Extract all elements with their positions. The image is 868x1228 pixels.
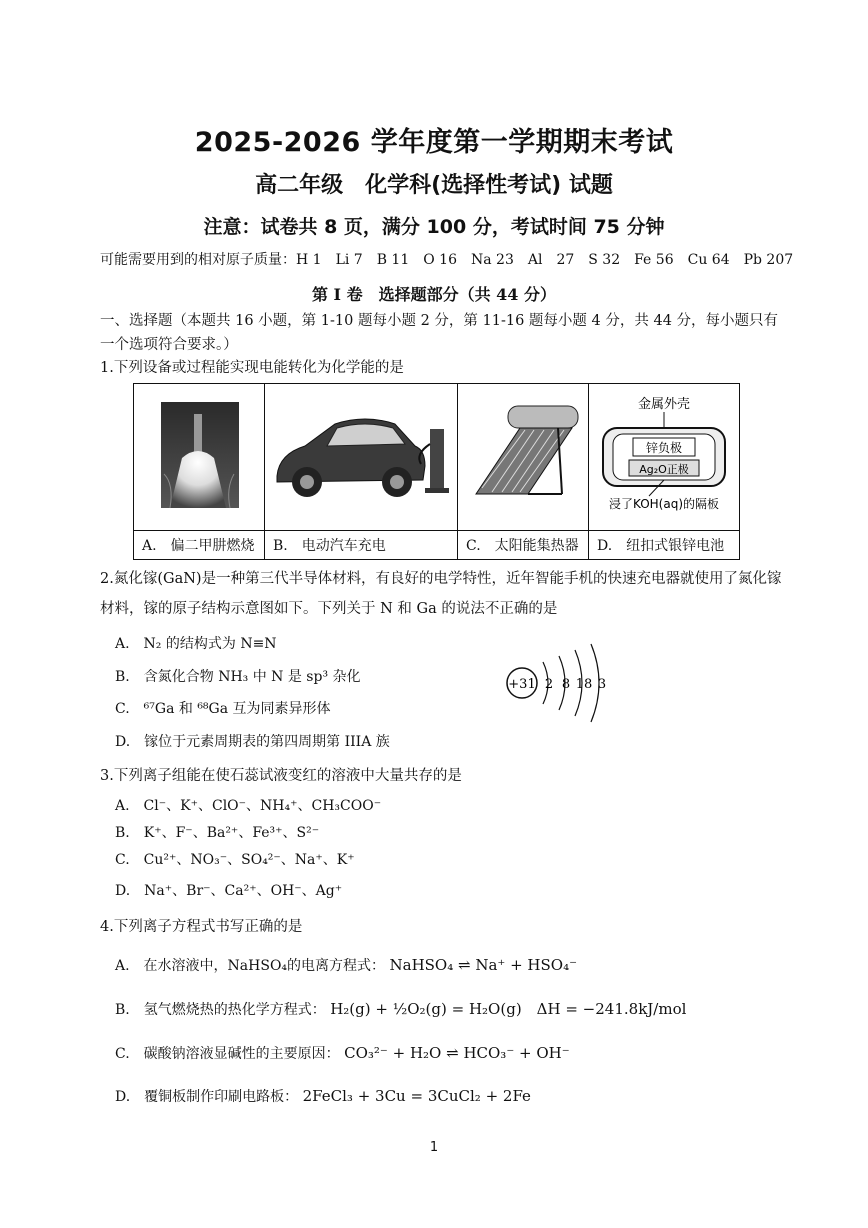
exam-subtitle: 高二年级 化学科(选择性考试) 试题 [255,173,613,198]
q4-option-b [115,998,686,1019]
q3-stem: 3.下列离子组能在使石蕊试液变红的溶液中大量共存的是 [100,768,462,784]
q2-option-a: A. N₂ 的结构式为 N≡N [115,636,277,652]
solar-heater-image [458,384,589,531]
button-battery-image [589,384,740,531]
q1-image-table [133,383,740,560]
q3-option-d: D. Na⁺、Br⁻、Ca²⁺、OH⁻、Ag⁺ [115,883,343,899]
q1-caption-d: D. 纽扣式银锌电池 [589,531,740,560]
q1-caption-a: A. 偏二甲肼燃烧 [134,531,265,560]
section-intro: 一、选择题（本题共 16 小题，第 1-10 题每小题 2 分，第 11-16 题每小题 4 分，共 44 分，每小题只有一个选项符合要求。） [100,313,779,353]
exam-notice: 注意：试卷共 8 页，满分 100 分，考试时间 75 分钟 [203,216,665,238]
page-number: 1 [429,1140,439,1155]
q4-option-c-equation: CO₃²⁻ + H₂O ⇌ HCO₃⁻ + OH⁻ [344,1044,570,1062]
shell-3-electrons: 18 [575,677,593,692]
q2-option-b: B. 含氮化合物 NH₃ 中 N 是 sp³ 杂化 [115,669,361,685]
q4-option-a-equation: NaHSO₄ ⇌ Na⁺ + HSO₄⁻ [389,956,578,974]
q1-caption-c: C. 太阳能集热器 [458,531,589,560]
q4-option-c [115,1043,570,1063]
q1-stem: 1.下列设备或过程能实现电能转化为化学能的是 [100,360,404,376]
q2-option-c: C. ⁶⁷Ga 和 ⁶⁸Ga 互为同素异形体 [115,701,331,717]
q4-option-d [115,1086,531,1106]
shell-2-electrons: 8 [561,677,571,692]
q4-option-a-text: A. 在水溶液中，NaHSO₄的电离方程式： [115,958,386,974]
q4-stem: 4.下列离子方程式书写正确的是 [100,919,303,935]
q3-option-b: B. K⁺、F⁻、Ba²⁺、Fe³⁺、S²⁻ [115,825,320,841]
shell-1-electrons: 2 [544,677,554,692]
section-title: 第 I 卷 选择题部分（共 44 分） [311,285,557,304]
atomic-masses: 可能需要用到的相对原子质量：H 1 Li 7 B 11 O 16 Na 23 Al 27 S 32 Fe 56 Cu 64 Pb 207 [100,252,794,268]
q4-option-b-equation: H₂(g) + ½O₂(g) = H₂O(g) ΔH = −241.8kJ/mol [330,1000,687,1018]
ag2o-cathode-label: Ag₂O正极 [639,463,689,476]
q2-stem-line1: 2.氮化镓(GaN)是一种第三代半导体材料，有良好的电学特性，近年智能手机的快速充电器就使用了氮化镓 [100,571,782,587]
q2-option-d: D. 镓位于元素周期表的第四周期第 IIIA 族 [115,734,390,750]
q4-option-a [115,955,577,975]
battery-shell-label: 金属外壳 [637,397,691,412]
electric-car-image [265,384,458,531]
exam-title: 2025-2026 学年度第一学期期末考试 [194,127,674,158]
q4-option-c-text: C. 碳酸钠溶液显碱性的主要原因： [115,1046,340,1062]
q4-option-d-equation: 2FeCl₃ + 3Cu = 3CuCl₂ + 2Fe [302,1087,531,1105]
separator-label: 浸了KOH(aq)的隔板 [608,497,720,511]
q4-option-b-text: B. 氢气燃烧热的热化学方程式： [115,1002,326,1018]
q1-caption-b: B. 电动汽车充电 [265,531,458,560]
shell-4-electrons: 3 [597,677,607,692]
gallium-atom-diagram [505,640,615,730]
rocket-launch-image [134,384,265,531]
q4-option-d-text: D. 覆铜板制作印刷电路板： [115,1089,299,1105]
nucleus-charge: +31 [508,677,536,692]
q2-stem-line2: 材料，镓的原子结构示意图如下。下列关于 N 和 Ga 的说法不正确的是 [100,601,558,617]
zinc-anode-label: 锌负极 [645,441,683,455]
q3-option-c: C. Cu²⁺、NO₃⁻、SO₄²⁻、Na⁺、K⁺ [115,852,355,868]
q3-option-a: A. Cl⁻、K⁺、ClO⁻、NH₄⁺、CH₃COO⁻ [115,798,382,814]
